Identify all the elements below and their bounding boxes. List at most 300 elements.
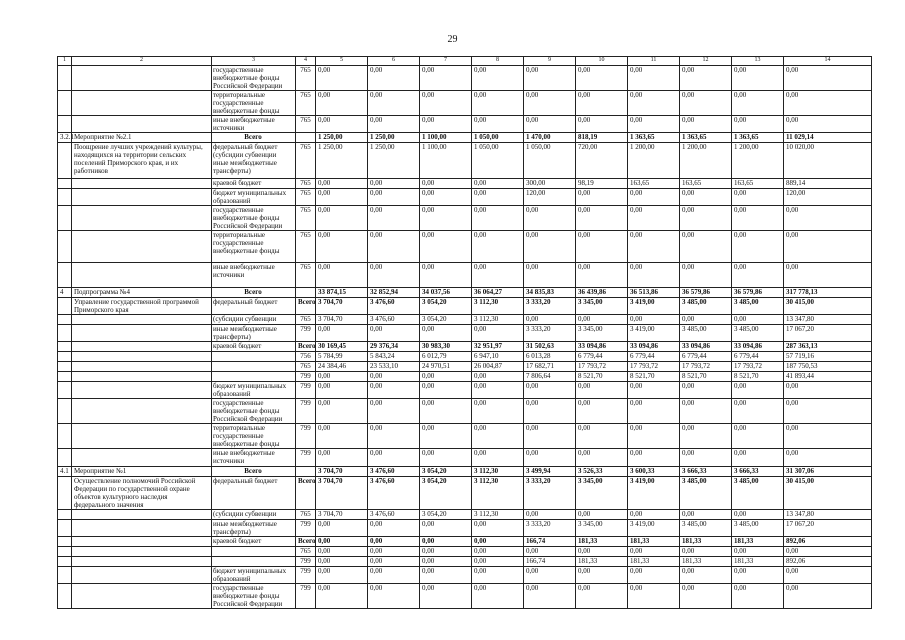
row-number-cell: [58, 547, 72, 557]
funding-source-cell: государственные внебюджетные фонды Российской Федерации: [212, 66, 296, 91]
table-row: [58, 362, 872, 372]
amount-cell: 300,00: [524, 179, 576, 189]
row-number-cell: [58, 66, 72, 91]
funding-source-cell: территориальные государственные внебюджетные фонды: [212, 424, 296, 449]
amount-cell: 0,00: [368, 325, 420, 342]
amount-cell: 0,00: [680, 231, 732, 263]
amount-cell: 0,00: [472, 537, 524, 547]
amount-cell: 0,00: [420, 179, 472, 189]
amount-cell: 0,00: [576, 116, 628, 133]
amount-cell: 0,00: [368, 382, 420, 399]
amount-cell: 0,00: [628, 510, 680, 520]
amount-cell: 720,00: [576, 143, 628, 179]
table-body: [58, 66, 872, 609]
amount-cell: 0,00: [524, 382, 576, 399]
amount-cell: 181,33: [576, 557, 628, 567]
amount-cell: 0,00: [524, 263, 576, 288]
row-number-cell: [58, 116, 72, 133]
measure-name-cell: [72, 179, 212, 189]
amount-cell: 26 004,87: [472, 362, 524, 372]
table-row: [58, 520, 872, 537]
amount-cell: 0,00: [680, 584, 732, 609]
table-row: [58, 231, 872, 263]
amount-cell: 120,00: [524, 189, 576, 206]
amount-cell: 0,00: [784, 382, 872, 399]
budget-code-cell: 799: [296, 557, 316, 567]
row-number-cell: 3.2.1: [58, 133, 72, 143]
amount-cell: 0,00: [420, 547, 472, 557]
table-row: [58, 547, 872, 557]
row-number-cell: 4: [58, 288, 72, 298]
page-number: 29: [447, 34, 458, 45]
amount-cell: 0,00: [420, 537, 472, 547]
amount-cell: 0,00: [524, 449, 576, 467]
amount-cell: 0,00: [628, 584, 680, 609]
row-number-cell: [58, 424, 72, 449]
amount-cell: 34 037,56: [420, 288, 472, 298]
amount-cell: 6 779,44: [680, 352, 732, 362]
amount-cell: 6 947,10: [472, 352, 524, 362]
row-number-cell: [58, 263, 72, 288]
amount-cell: 33 094,86: [680, 342, 732, 352]
measure-name-cell: Мероприятие №2.1: [72, 133, 212, 143]
budget-code-cell: 799: [296, 325, 316, 342]
amount-cell: 0,00: [732, 91, 784, 116]
amount-cell: 181,33: [732, 537, 784, 547]
amount-cell: 0,00: [576, 567, 628, 584]
row-number-cell: [58, 520, 72, 537]
amount-cell: 31 502,63: [524, 342, 576, 352]
amount-cell: 1 470,00: [524, 133, 576, 143]
row-number-cell: [58, 91, 72, 116]
column-number: 6: [368, 57, 420, 66]
amount-cell: 0,00: [628, 189, 680, 206]
amount-cell: 0,00: [576, 315, 628, 325]
budget-code-cell: Всего: [296, 477, 316, 510]
measure-name-cell: [72, 342, 212, 352]
amount-cell: 0,00: [368, 231, 420, 263]
amount-cell: 3 333,20: [524, 477, 576, 510]
row-number-cell: 4.1: [58, 467, 72, 477]
budget-code-cell: 765: [296, 315, 316, 325]
row-number-cell: [58, 537, 72, 547]
amount-cell: 0,00: [368, 547, 420, 557]
amount-cell: 0,00: [472, 231, 524, 263]
measure-name-cell: [72, 510, 212, 520]
amount-cell: 0,00: [316, 584, 368, 609]
budget-code-cell: 799: [296, 382, 316, 399]
amount-cell: 0,00: [732, 547, 784, 557]
amount-cell: 0,00: [316, 325, 368, 342]
amount-cell: 17 793,72: [576, 362, 628, 372]
column-number: 9: [524, 57, 576, 66]
amount-cell: 0,00: [680, 424, 732, 449]
funding-source-cell: Всего: [212, 133, 296, 143]
measure-name-cell: [72, 263, 212, 288]
funding-source-cell: [212, 557, 296, 567]
table-row: [58, 91, 872, 116]
amount-cell: 287 363,13: [784, 342, 872, 352]
amount-cell: 0,00: [524, 510, 576, 520]
funding-source-cell: государственные внебюджетные фонды Российской Федерации: [212, 206, 296, 231]
table-row: [58, 449, 872, 467]
amount-cell: 0,00: [680, 315, 732, 325]
amount-cell: 892,06: [784, 537, 872, 547]
row-number-cell: [58, 557, 72, 567]
amount-cell: 3 485,00: [680, 477, 732, 510]
amount-cell: 0,00: [420, 449, 472, 467]
budget-code-cell: 799: [296, 567, 316, 584]
budget-code-cell: 756: [296, 352, 316, 362]
amount-cell: 3 704,70: [316, 477, 368, 510]
funding-source-cell: бюджет муниципальных образований: [212, 189, 296, 206]
budget-code-cell: Всего: [296, 342, 316, 352]
amount-cell: 0,00: [732, 189, 784, 206]
funding-source-cell: территориальные государственные внебюджетные фонды: [212, 91, 296, 116]
amount-cell: 0,00: [420, 424, 472, 449]
amount-cell: 317 778,13: [784, 288, 872, 298]
budget-code-cell: 765: [296, 189, 316, 206]
amount-cell: 3 054,20: [420, 510, 472, 520]
amount-cell: 0,00: [680, 263, 732, 288]
amount-cell: 8 521,70: [576, 372, 628, 382]
row-number-cell: [58, 315, 72, 325]
amount-cell: 0,00: [732, 584, 784, 609]
measure-name-cell: [72, 547, 212, 557]
amount-cell: 36 064,27: [472, 288, 524, 298]
amount-cell: 0,00: [680, 206, 732, 231]
funding-source-cell: иные внебюджетные источники: [212, 263, 296, 288]
amount-cell: 33 874,15: [316, 288, 368, 298]
amount-cell: 0,00: [524, 91, 576, 116]
amount-cell: 41 893,44: [784, 372, 872, 382]
amount-cell: 0,00: [472, 424, 524, 449]
amount-cell: 3 485,00: [680, 325, 732, 342]
amount-cell: 3 666,33: [680, 467, 732, 477]
column-number: 12: [680, 57, 732, 66]
amount-cell: 0,00: [316, 567, 368, 584]
budget-code-cell: 799: [296, 372, 316, 382]
measure-name-cell: [72, 362, 212, 372]
amount-cell: 3 333,20: [524, 520, 576, 537]
column-number: 7: [420, 57, 472, 66]
amount-cell: 1 050,00: [472, 143, 524, 179]
table-row: [58, 537, 872, 547]
amount-cell: 0,00: [316, 399, 368, 424]
amount-cell: 0,00: [316, 547, 368, 557]
table-row: [58, 424, 872, 449]
amount-cell: 120,00: [784, 189, 872, 206]
amount-cell: 0,00: [316, 91, 368, 116]
amount-cell: 163,65: [732, 179, 784, 189]
measure-name-cell: [72, 66, 212, 91]
column-number: 10: [576, 57, 628, 66]
measure-name-cell: Осуществление полномочий Российской Федерации по государственной охране объектов культурного наследия федерального значения: [72, 477, 212, 510]
amount-cell: 0,00: [524, 567, 576, 584]
amount-cell: 0,00: [316, 557, 368, 567]
table-row: [58, 298, 872, 315]
measure-name-cell: Управление государственной программой Приморского края: [72, 298, 212, 315]
measure-name-cell: [72, 231, 212, 263]
amount-cell: 0,00: [680, 547, 732, 557]
table-row: [58, 325, 872, 342]
amount-cell: 0,00: [420, 557, 472, 567]
measure-name-cell: Подпрограмма №4: [72, 288, 212, 298]
amount-cell: 0,00: [784, 66, 872, 91]
amount-cell: 181,33: [680, 557, 732, 567]
amount-cell: 5 784,99: [316, 352, 368, 362]
table-row: [58, 133, 872, 143]
amount-cell: 0,00: [316, 537, 368, 547]
amount-cell: 0,00: [420, 116, 472, 133]
funding-source-cell: краевой бюджет: [212, 179, 296, 189]
amount-cell: 818,19: [576, 133, 628, 143]
amount-cell: 3 476,60: [368, 510, 420, 520]
column-number: 2: [72, 57, 212, 66]
amount-cell: 0,00: [420, 325, 472, 342]
amount-cell: 0,00: [316, 372, 368, 382]
table-row: [58, 477, 872, 510]
amount-cell: 17 793,72: [732, 362, 784, 372]
amount-cell: 0,00: [368, 449, 420, 467]
funding-source-cell: (субсидии субвенции: [212, 315, 296, 325]
amount-cell: 1 200,00: [628, 143, 680, 179]
amount-cell: 0,00: [316, 520, 368, 537]
amount-cell: 0,00: [732, 231, 784, 263]
amount-cell: 0,00: [472, 567, 524, 584]
measure-name-cell: [72, 584, 212, 609]
table-row: [58, 342, 872, 352]
amount-cell: 0,00: [472, 189, 524, 206]
amount-cell: 3 333,20: [524, 298, 576, 315]
amount-cell: 0,00: [628, 116, 680, 133]
row-number-cell: [58, 342, 72, 352]
amount-cell: 32 951,97: [472, 342, 524, 352]
amount-cell: 3 476,60: [368, 467, 420, 477]
budget-code-cell: 765: [296, 263, 316, 288]
amount-cell: 0,00: [472, 382, 524, 399]
amount-cell: 3 345,00: [576, 477, 628, 510]
amount-cell: 0,00: [784, 231, 872, 263]
amount-cell: 7 806,64: [524, 372, 576, 382]
table-row: [58, 288, 872, 298]
column-number-row: [58, 57, 872, 66]
amount-cell: 34 835,83: [524, 288, 576, 298]
amount-cell: 0,00: [784, 449, 872, 467]
amount-cell: 0,00: [680, 449, 732, 467]
amount-cell: 0,00: [628, 547, 680, 557]
amount-cell: 1 100,00: [420, 133, 472, 143]
amount-cell: 3 345,00: [576, 520, 628, 537]
measure-name-cell: Поощрение лучших учреждений культуры, находящихся на территории сельских поселений Приморского края, и их работников: [72, 143, 212, 179]
amount-cell: 3 112,30: [472, 510, 524, 520]
amount-cell: 3 112,30: [472, 298, 524, 315]
row-number-cell: [58, 325, 72, 342]
amount-cell: 0,00: [524, 206, 576, 231]
amount-cell: 1 050,00: [472, 133, 524, 143]
amount-cell: 0,00: [732, 116, 784, 133]
amount-cell: 3 419,00: [628, 520, 680, 537]
measure-name-cell: [72, 537, 212, 547]
amount-cell: 0,00: [420, 372, 472, 382]
table-row: [58, 510, 872, 520]
amount-cell: 0,00: [784, 263, 872, 288]
row-number-cell: [58, 372, 72, 382]
amount-cell: 0,00: [732, 263, 784, 288]
amount-cell: 0,00: [524, 231, 576, 263]
amount-cell: 0,00: [732, 66, 784, 91]
amount-cell: 3 666,33: [732, 467, 784, 477]
measure-name-cell: [72, 520, 212, 537]
amount-cell: 10 020,00: [784, 143, 872, 179]
amount-cell: 163,65: [680, 179, 732, 189]
amount-cell: 0,00: [576, 263, 628, 288]
amount-cell: 17 682,71: [524, 362, 576, 372]
table-row: [58, 206, 872, 231]
funding-source-cell: Всего: [212, 288, 296, 298]
amount-cell: 0,00: [420, 567, 472, 584]
amount-cell: 0,00: [420, 66, 472, 91]
amount-cell: 0,00: [472, 399, 524, 424]
measure-name-cell: [72, 352, 212, 362]
funding-source-cell: Всего: [212, 467, 296, 477]
amount-cell: 0,00: [420, 382, 472, 399]
funding-source-cell: краевой бюджет: [212, 537, 296, 547]
amount-cell: 8 521,70: [628, 372, 680, 382]
amount-cell: 0,00: [316, 66, 368, 91]
amount-cell: 0,00: [732, 315, 784, 325]
amount-cell: 187 750,53: [784, 362, 872, 372]
funding-source-cell: федеральный бюджет (субсидии субвенции иные межбюджетные трансферты): [212, 143, 296, 179]
amount-cell: 3 499,94: [524, 467, 576, 477]
amount-cell: 8 521,70: [732, 372, 784, 382]
amount-cell: 892,06: [784, 557, 872, 567]
amount-cell: 0,00: [368, 557, 420, 567]
table-row: [58, 143, 872, 179]
amount-cell: 3 419,00: [628, 325, 680, 342]
amount-cell: 0,00: [472, 116, 524, 133]
measure-name-cell: [72, 206, 212, 231]
budget-code-cell: [296, 133, 316, 143]
amount-cell: 1 250,00: [316, 143, 368, 179]
amount-cell: 0,00: [472, 557, 524, 567]
table-row: [58, 567, 872, 584]
amount-cell: 0,00: [628, 315, 680, 325]
amount-cell: 30 983,30: [420, 342, 472, 352]
amount-cell: 1 200,00: [732, 143, 784, 179]
amount-cell: 166,74: [524, 537, 576, 547]
amount-cell: 0,00: [420, 91, 472, 116]
funding-source-cell: бюджет муниципальных образований: [212, 382, 296, 399]
amount-cell: 0,00: [732, 399, 784, 424]
row-number-cell: [58, 399, 72, 424]
amount-cell: 17 067,20: [784, 325, 872, 342]
amount-cell: 0,00: [784, 116, 872, 133]
row-number-cell: [58, 362, 72, 372]
budget-code-cell: 765: [296, 362, 316, 372]
amount-cell: 0,00: [524, 315, 576, 325]
amount-cell: 0,00: [732, 424, 784, 449]
amount-cell: 0,00: [316, 206, 368, 231]
amount-cell: 3 054,20: [420, 477, 472, 510]
amount-cell: 0,00: [576, 189, 628, 206]
funding-source-cell: территориальные государственные внебюджетные фонды: [212, 231, 296, 263]
amount-cell: 0,00: [316, 231, 368, 263]
amount-cell: 3 485,00: [732, 325, 784, 342]
amount-cell: 6 012,79: [420, 352, 472, 362]
amount-cell: 6 779,44: [732, 352, 784, 362]
amount-cell: 3 054,20: [420, 315, 472, 325]
amount-cell: 24 384,46: [316, 362, 368, 372]
column-number: 3: [212, 57, 296, 66]
amount-cell: 1 250,00: [316, 133, 368, 143]
budget-code-cell: 799: [296, 449, 316, 467]
amount-cell: 1 250,00: [368, 143, 420, 179]
amount-cell: 5 843,24: [368, 352, 420, 362]
row-number-cell: [58, 477, 72, 510]
amount-cell: 0,00: [784, 584, 872, 609]
amount-cell: 30 169,45: [316, 342, 368, 352]
amount-cell: 6 013,28: [524, 352, 576, 362]
budget-code-cell: Всего: [296, 298, 316, 315]
amount-cell: 1 100,00: [420, 143, 472, 179]
amount-cell: 0,00: [628, 66, 680, 91]
amount-cell: 0,00: [680, 66, 732, 91]
measure-name-cell: [72, 315, 212, 325]
amount-cell: 0,00: [472, 372, 524, 382]
amount-cell: 0,00: [368, 567, 420, 584]
funding-source-cell: государственные внебюджетные фонды Российской Федерации: [212, 399, 296, 424]
amount-cell: 0,00: [420, 206, 472, 231]
amount-cell: 0,00: [472, 520, 524, 537]
budget-code-cell: [296, 467, 316, 477]
measure-name-cell: [72, 382, 212, 399]
amount-cell: 1 363,65: [628, 133, 680, 143]
amount-cell: 3 485,00: [680, 298, 732, 315]
amount-cell: 24 970,51: [420, 362, 472, 372]
amount-cell: 0,00: [732, 449, 784, 467]
row-number-cell: [58, 206, 72, 231]
amount-cell: 36 513,86: [628, 288, 680, 298]
table-row: [58, 66, 872, 91]
amount-cell: 0,00: [524, 424, 576, 449]
funding-source-cell: [212, 362, 296, 372]
amount-cell: 0,00: [576, 231, 628, 263]
measure-name-cell: [72, 372, 212, 382]
amount-cell: 0,00: [784, 399, 872, 424]
amount-cell: 0,00: [316, 449, 368, 467]
budget-code-cell: 765: [296, 116, 316, 133]
amount-cell: 0,00: [472, 547, 524, 557]
amount-cell: 36 439,86: [576, 288, 628, 298]
amount-cell: 0,00: [472, 449, 524, 467]
amount-cell: 33 094,86: [732, 342, 784, 352]
amount-cell: 181,33: [628, 557, 680, 567]
amount-cell: 0,00: [524, 116, 576, 133]
row-number-cell: [58, 510, 72, 520]
amount-cell: 181,33: [628, 537, 680, 547]
amount-cell: 3 112,30: [472, 467, 524, 477]
amount-cell: 0,00: [472, 91, 524, 116]
amount-cell: 98,19: [576, 179, 628, 189]
amount-cell: 0,00: [784, 424, 872, 449]
amount-cell: 17 793,72: [628, 362, 680, 372]
amount-cell: 3 704,70: [316, 467, 368, 477]
amount-cell: 36 579,86: [680, 288, 732, 298]
amount-cell: 3 476,60: [368, 298, 420, 315]
budget-code-cell: 799: [296, 520, 316, 537]
table-row: [58, 189, 872, 206]
